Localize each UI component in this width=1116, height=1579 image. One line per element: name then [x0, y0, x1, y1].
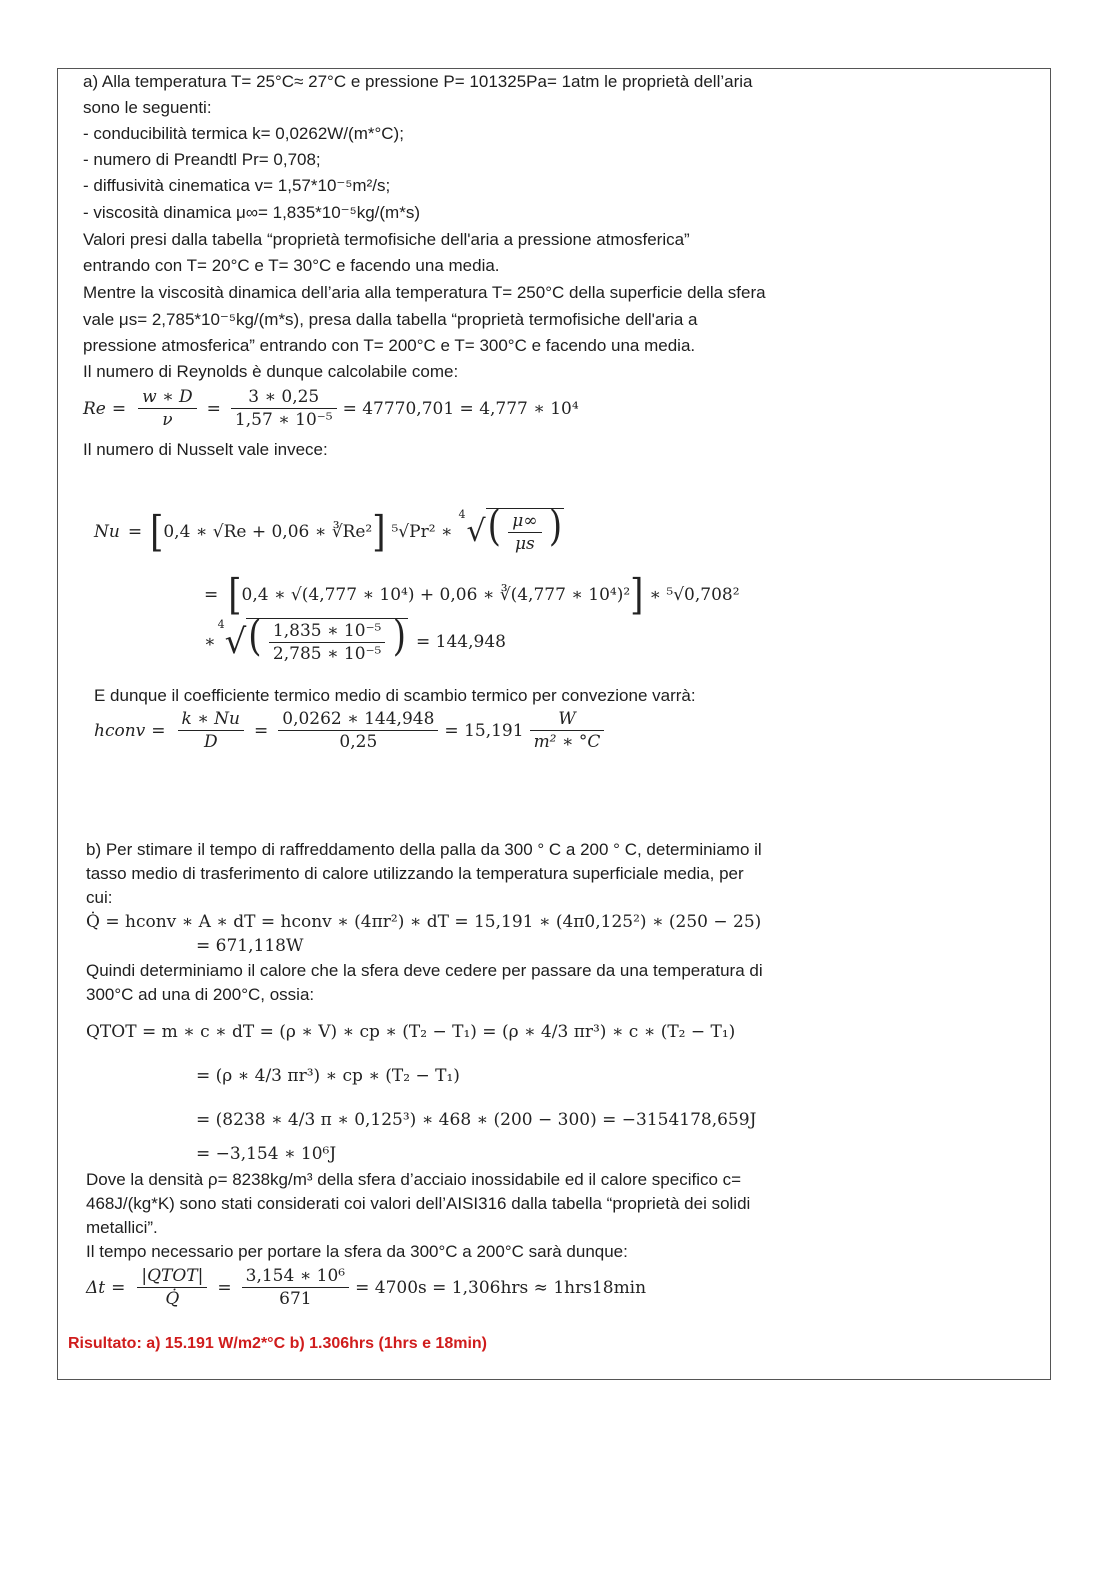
nu-line3-den: 2,785 ∗ 10⁻⁵ [272, 644, 382, 664]
qtot-equation-line1: QTOT = m ∗ c ∗ dT = (ρ ∗ V) ∗ cp ∗ (T₂ − T₁) = (ρ ∗ 4/3 πr³) ∗ c ∗ (T₂ − T₁) [86, 1022, 736, 1042]
h-frac1-num: k ∗ Nu [178, 708, 245, 731]
reynolds-equation: Re = $\frac{w ∗ D}{\nu}$ = $\frac{3 ∗ 0,25}{\text{1,57 ∗ 10⁻⁵}}$ = 47770,701 = 4,777 ∗ 10⁴ [83, 387, 579, 430]
nu-pr-root: ⁵√Pr² ∗ [391, 521, 453, 542]
text-line: entrando con T= 20°C e T= 30°C e facendo una media. [83, 256, 500, 275]
text-line: b) Per stimare il tempo di raffreddamento della palla da 300 ° C a 200 ° C, determiniamo il [86, 840, 762, 859]
h-frac1-den: D [203, 732, 218, 752]
re-frac1-den: ν [162, 410, 173, 430]
text-line: 300°C ad una di 200°C, ossia: [86, 985, 315, 1004]
re-frac1-num: w ∗ D [138, 386, 197, 409]
h-unit-num: W [530, 708, 605, 731]
text-line: vale μs= 2,785*10⁻⁵kg/(m*s), presa dalla tabella “proprietà termofisiche dell'aria a [83, 310, 698, 329]
text-line: a) Alla temperatura T= 25°C≈ 27°C e pressione P= 101325Pa= 1atm le proprietà dell’aria [83, 72, 753, 91]
heat-rate-equation: Q̇ = hconv ∗ A ∗ dT = hconv ∗ (4πr²) ∗ dT = 15,191 ∗ (4π0,125²) ∗ (250 − 25) [86, 912, 762, 932]
nusselt-equation-line2: = [ 0,4 ∗ √(4,777 ∗ 10⁴) + 0,06 ∗ ∛(4,777 ∗ 10⁴)² ] ∗ ⁵√0,708² [204, 570, 740, 620]
re-fraction-1 [138, 386, 197, 431]
text-line: - conducibilità termica k= 0,0262W/(m*°C); [83, 124, 404, 143]
re-fraction-2 [231, 386, 337, 431]
qtot-equation-line4: = −3,154 ∗ 10⁶J [196, 1144, 337, 1164]
dt-result: = 4700s = 1,306hrs ≈ 1hrs18min [355, 1277, 647, 1298]
dt-frac2-den: 671 [279, 1289, 312, 1309]
text-line: Il numero di Nusselt vale invece: [83, 440, 328, 459]
re-frac2-num: 3 ∗ 0,25 [231, 386, 337, 409]
text-line: - viscosità dinamica μ∞= 1,835*10⁻⁵kg/(m*s) [83, 203, 420, 222]
heat-rate-result: = 671,118W [196, 936, 304, 956]
nusselt-equation-line3: ∗ 4 √ ( $\frac{\text{1,835 ∗ 10⁻⁵}}{\text{2,785 ∗ 10⁻⁵}}$ ) = 144,948 [204, 611, 506, 664]
nu-line2-body: 0,4 ∗ √(4,777 ∗ 10⁴) + 0,06 ∗ ∛(4,777 ∗ 10⁴)² [241, 585, 631, 605]
text-line: Il tempo necessario per portare la sfera da 300°C a 200°C sarà dunque: [86, 1242, 628, 1261]
text-line: - numero di Preandtl Pr= 0,708; [83, 150, 321, 169]
text-line: Valori presi dalla tabella “proprietà termofisiche dell'aria a pressione atmosferica” [83, 230, 690, 249]
text-line: Dove la densità ρ= 8238kg/m³ della sfera d’acciaio inossidabile ed il calore specifico c= [86, 1170, 742, 1189]
delta-t-lhs: Δt [86, 1277, 106, 1298]
mu-inf: μ∞ [508, 510, 541, 533]
text-line: cui: [86, 888, 113, 907]
nu-line2-tail: ∗ ⁵√0,708² [649, 585, 740, 605]
h-frac2-den: 0,25 [339, 732, 378, 752]
qtot-equation-line3: = (8238 ∗ 4/3 π ∗ 0,125³) ∗ 468 ∗ (200 − 300) = −3154178,659J [196, 1110, 757, 1130]
text-line: - diffusività cinematica v= 1,57*10⁻⁵m²/s; [83, 176, 391, 195]
result-line: Risultato: a) 15.191 W/m2*°C b) 1.306hrs (1hrs e 18min) [68, 1335, 487, 1352]
nu-result: = 144,948 [416, 631, 506, 652]
text-line: pressione atmosferica” entrando con T= 200°C e T= 300°C e facendo una media. [83, 336, 696, 355]
re-lhs: Re [83, 398, 106, 419]
re-result: = 47770,701 = 4,777 ∗ 10⁴ [342, 398, 579, 419]
dt-frac1-num: |QTOT| [137, 1265, 207, 1288]
h-conv-equation: hconv = $\frac{k ∗ Nu}{D}$ = $\frac{0,0262 ∗ 144,948}{0,25}$ = 15,191 $\frac{W}{\text{m² ∗ °C}}$ [94, 708, 610, 753]
h-value: = 15,191 [444, 720, 524, 741]
nusselt-equation-line1: Nu = [ 0,4 ∗ √Re + 0,06 ∗ ∛Re² ] ⁵√Pr² ∗ 4 √ ( $\frac{\mu\infty}{\mu s}$ ) [94, 501, 563, 557]
text-line: 468J/(kg*K) sono stati considerati coi valori dell’AISI316 dalla tabella “proprietà dei solidi [86, 1194, 751, 1213]
h-conv-lhs: hconv [94, 720, 146, 741]
mu-s: μs [515, 534, 535, 554]
h-unit-den: m² ∗ °C [533, 732, 601, 752]
text-line: tasso medio di trasferimento di calore utilizzando la temperatura superficiale media, per [86, 864, 744, 883]
re-frac2-den: 1,57 ∗ 10⁻⁵ [234, 410, 333, 430]
delta-t-equation: Δt = $\frac{\text{|QTOT|}}{Q̇}$ = $\frac{\text{3,154 ∗ 10⁶}}{671}$ = 4700s = 1,306hrs ≈ 1hrs18min [86, 1266, 647, 1309]
text-line: Il numero di Reynolds è dunque calcolabile come: [83, 362, 459, 381]
nu-body: 0,4 ∗ √Re + 0,06 ∗ ∛Re² [163, 521, 373, 542]
text-line: Quindi determiniamo il calore che la sfera deve cedere per passare da una temperatura di [86, 961, 763, 980]
h-frac2-num: 0,0262 ∗ 144,948 [278, 708, 438, 731]
nu-line3-num: 1,835 ∗ 10⁻⁵ [269, 620, 385, 643]
text-line: metallici”. [86, 1218, 158, 1237]
text-line: Mentre la viscosità dinamica dell’aria alla temperatura T= 250°C della superficie della sfera [83, 283, 766, 302]
text-line: sono le seguenti: [83, 98, 212, 117]
dt-frac1-den: Q̇ [165, 1289, 180, 1309]
qtot-equation-line2: = (ρ ∗ 4/3 πr³) ∗ cp ∗ (T₂ − T₁) [196, 1066, 460, 1086]
nu-lhs: Nu [94, 521, 120, 542]
dt-frac2-num: 3,154 ∗ 10⁶ [242, 1265, 349, 1288]
text-line: E dunque il coefficiente termico medio di scambio termico per convezione varrà: [94, 686, 696, 705]
